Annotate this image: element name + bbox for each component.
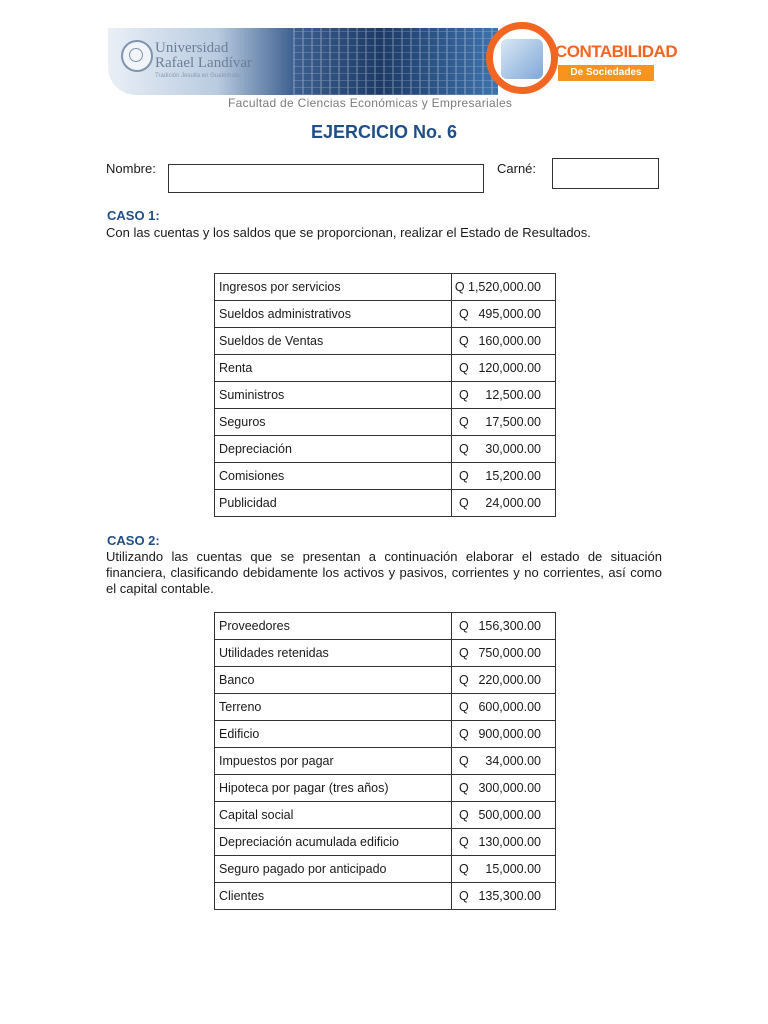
account-amount-cell [452, 721, 556, 748]
currency-symbol: Q [459, 808, 469, 822]
currency-symbol: Q [459, 469, 469, 483]
account-amount-cell [452, 355, 556, 382]
case1-instruction: Con las cuentas y los saldos que se proporcionan, realizar el Estado de Resultados. [106, 225, 591, 240]
account-name: Impuestos por pagar [215, 748, 452, 775]
account-amount-cell [452, 856, 556, 883]
currency-symbol: Q [459, 415, 469, 429]
account-amount-cell [452, 409, 556, 436]
table-row [215, 490, 556, 517]
table-row [215, 883, 556, 910]
currency-symbol: Q [459, 727, 469, 741]
account-name: Clientes [215, 883, 452, 910]
currency-symbol: Q [459, 307, 469, 321]
account-name: Banco [215, 667, 452, 694]
table-row [215, 409, 556, 436]
university-seal-icon [121, 40, 153, 72]
account-name: Seguros [215, 409, 452, 436]
currency-symbol: Q [459, 496, 469, 510]
account-name: Comisiones [215, 463, 452, 490]
table-row [215, 613, 556, 640]
name-label: Nombre: [106, 161, 156, 176]
amount-value: 12,500.00 [485, 388, 541, 402]
university-subtitle: Tradición Jesuita en Guatemala [155, 73, 240, 79]
carne-field[interactable] [552, 158, 659, 189]
university-name: Universidad Rafael Landívar [155, 40, 253, 71]
currency-symbol: Q [459, 781, 469, 795]
amount-value: 15,200.00 [485, 469, 541, 483]
account-name: Seguro pagado por anticipado [215, 856, 452, 883]
account-name: Publicidad [215, 490, 452, 517]
table-row [215, 463, 556, 490]
table-row [215, 694, 556, 721]
account-name: Utilidades retenidas [215, 640, 452, 667]
table-row [215, 775, 556, 802]
amount-value: 34,000.00 [485, 754, 541, 768]
case2-heading: CASO 2: [107, 533, 160, 548]
table-row [215, 355, 556, 382]
table-row [215, 274, 556, 301]
case2-table [214, 612, 556, 910]
amount-value: 130,000.00 [478, 835, 541, 849]
course-subtitle: De Sociedades [558, 65, 654, 81]
currency-symbol: Q [459, 673, 469, 687]
currency-symbol: Q [459, 646, 469, 660]
case2-instruction: Utilizando las cuentas que se presentan a continuación elaborar el estado de situación financiera, clasificando debidamente los activos y pasivos, corrientes y no corrientes, así como el capital contable. [106, 549, 662, 596]
amount-value: 495,000.00 [478, 307, 541, 321]
account-name: Sueldos administrativos [215, 301, 452, 328]
contabilidad-logo-icon [486, 22, 558, 94]
header-banner [108, 28, 498, 95]
account-amount-cell [452, 883, 556, 910]
account-amount-cell [452, 613, 556, 640]
currency-symbol: Q [459, 442, 469, 456]
account-amount-cell [452, 436, 556, 463]
page-title: EJERCICIO No. 6 [310, 122, 458, 142]
account-name: Proveedores [215, 613, 452, 640]
table-row [215, 829, 556, 856]
account-amount-cell [452, 490, 556, 517]
account-amount-cell [452, 640, 556, 667]
account-amount-cell [452, 694, 556, 721]
account-name: Capital social [215, 802, 452, 829]
carne-label: Carné: [497, 161, 537, 176]
account-amount-cell [452, 301, 556, 328]
account-amount-cell [452, 328, 556, 355]
amount-value: 500,000.00 [478, 808, 541, 822]
amount-value: 30,000.00 [485, 442, 541, 456]
table-row [215, 328, 556, 355]
table-row [215, 721, 556, 748]
account-amount-cell [452, 274, 556, 301]
account-name: Ingresos por servicios [215, 274, 452, 301]
account-name: Edificio [215, 721, 452, 748]
account-name: Hipoteca por pagar (tres años) [215, 775, 452, 802]
amount-value: 160,000.00 [478, 334, 541, 348]
account-name: Suministros [215, 382, 452, 409]
amount-value: 135,300.00 [478, 889, 541, 903]
account-name: Depreciación [215, 436, 452, 463]
account-amount-cell [452, 748, 556, 775]
account-amount-cell [452, 463, 556, 490]
table-row [215, 640, 556, 667]
account-amount-cell [452, 667, 556, 694]
table-row [215, 802, 556, 829]
table-row [215, 856, 556, 883]
amount-value: 220,000.00 [478, 673, 541, 687]
account-amount-cell [452, 775, 556, 802]
currency-symbol: Q [459, 889, 469, 903]
currency-symbol: Q [459, 361, 469, 375]
amount-value: 15,000.00 [485, 862, 541, 876]
currency-symbol: Q [459, 700, 469, 714]
amount-value: 24,000.00 [485, 496, 541, 510]
table-row [215, 301, 556, 328]
amount-value: 120,000.00 [478, 361, 541, 375]
banner-decoration [293, 28, 498, 95]
table-row [215, 748, 556, 775]
case1-heading: CASO 1: [107, 208, 160, 223]
currency-symbol: Q [459, 334, 469, 348]
name-field[interactable] [168, 164, 484, 193]
account-amount-cell [452, 382, 556, 409]
amount-value: 900,000.00 [478, 727, 541, 741]
account-amount-cell [452, 829, 556, 856]
account-amount-cell [452, 802, 556, 829]
currency-symbol: Q [459, 835, 469, 849]
currency-symbol: Q [459, 619, 469, 633]
amount-value: 750,000.00 [478, 646, 541, 660]
course-title: CONTABILIDAD [555, 42, 678, 61]
currency-symbol: Q [459, 388, 469, 402]
account-name: Terreno [215, 694, 452, 721]
amount-value: 156,300.00 [478, 619, 541, 633]
table-row [215, 436, 556, 463]
account-name: Renta [215, 355, 452, 382]
amount-value: Q 1,520,000.00 [454, 280, 541, 294]
table-row [215, 382, 556, 409]
amount-value: 600,000.00 [478, 700, 541, 714]
account-name: Depreciación acumulada edificio [215, 829, 452, 856]
amount-value: 300,000.00 [478, 781, 541, 795]
account-name: Sueldos de Ventas [215, 328, 452, 355]
table-row [215, 667, 556, 694]
case1-table [214, 273, 556, 517]
currency-symbol: Q [459, 862, 469, 876]
faculty-name: Facultad de Ciencias Económicas y Empresariales [228, 96, 513, 110]
currency-symbol: Q [459, 754, 469, 768]
amount-value: 17,500.00 [485, 415, 541, 429]
